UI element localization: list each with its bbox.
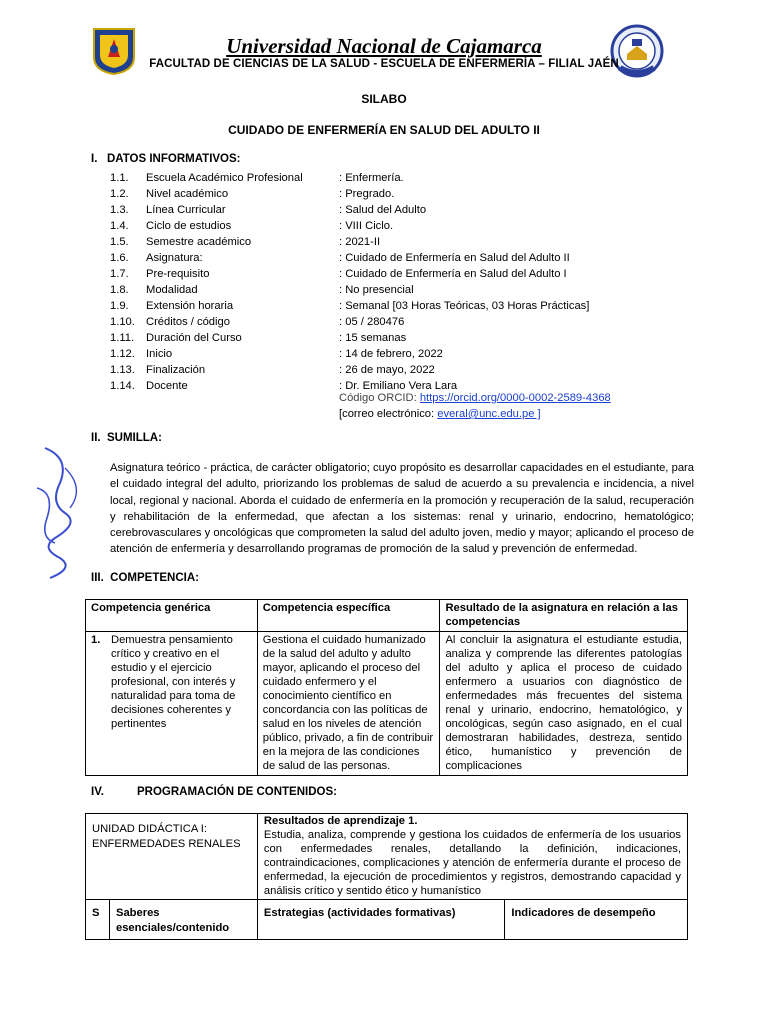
datos-label: Asignatura:	[146, 252, 203, 264]
resultado-text: Al concluir la asignatura el estudiante estudia, analiza y comprende las diferentes patologías del adulto y aplica el proceso de cuidado enfermero a usuarios con diagnóstico de enfermedades más frecuentes del sistema renal y urinario, endocrino, hematológico, y oncológicas, según caso asignado, en el cual demostraran habilidades, destreza, sentido ético, humanístico y prevención de complicaciones	[440, 632, 688, 776]
email-prefix: [correo electrónico:	[339, 408, 438, 420]
datos-label: Docente	[146, 380, 188, 392]
datos-number: 1.12.	[110, 348, 135, 360]
header-competencia-generica: Competencia genérica	[86, 600, 258, 632]
datos-number: 1.7.	[110, 268, 129, 280]
header-competencia-especifica: Competencia específica	[257, 600, 440, 632]
datos-number: 1.9.	[110, 300, 129, 312]
datos-value: : 05 / 280476	[339, 316, 405, 328]
resultados-cell	[257, 814, 687, 900]
section-datos-heading: I. DATOS INFORMATIVOS:	[91, 153, 241, 165]
orcid-line	[339, 392, 611, 404]
datos-number: 1.3.	[110, 204, 129, 216]
datos-label: Línea Curricular	[146, 204, 226, 216]
datos-label: Créditos / código	[146, 316, 230, 328]
datos-value: : Semanal [03 Horas Teóricas, 03 Horas Prácticas]	[339, 300, 590, 312]
datos-value: : Dr. Emiliano Vera Lara	[339, 380, 458, 392]
header-resultado: Resultado de la asignatura en relación a las competencias	[440, 600, 688, 632]
faculty-subtitle: FACULTAD DE CIENCIAS DE LA SALUD - ESCUELA DE ENFERMERÍA – FILIAL JAÉN	[149, 58, 619, 70]
datos-number: 1.1.	[110, 172, 129, 184]
competencia-especifica-text: Gestiona el cuidado humanizado de la salud del adulto y adulto mayor, aplicando el proceso del cuidado enfermero y el conocimiento científico en concordancia con las políticas de salud en los niveles de atención público, privado, a fin de contribuir en la mejora de las condiciones de salud de las personas.	[257, 632, 440, 776]
competencia-number: 1.	[91, 634, 101, 646]
section-competencia-heading: III. COMPETENCIA:	[91, 572, 199, 584]
sumilla-text: Asignatura teórico - práctica, de carácter obligatorio; cuyo propósito es desarrollar capacidades en el estudiante, para el cuidado integral del adulto, priorizando los problemas de salud de acuerdo a su prevalencia e incidencia, a nivel local, regional y nacional. Aborda el cuidado de enfermería en la promoción y recuperación de la salud, recuperación y rehabilitación de la enfermedad, que afectan a los sistemas: renal y urinario, endocrino, hematológico; cerebrovasculares y oncológicas que comprometen la salud del adulto joven, medio y mayor; aplicando el proceso de atención de enfermería y desarrollando programas de promoción de la salud y prevención de enfermedad.	[110, 462, 694, 556]
document-type: SILABO	[361, 92, 407, 106]
datos-label: Semestre académico	[146, 236, 252, 248]
datos-value: : Cuidado de Enfermería en Salud del Adulto I	[339, 268, 567, 280]
datos-value: : 26 de mayo, 2022	[339, 364, 435, 376]
datos-label: Finalización	[146, 364, 206, 376]
datos-label: Modalidad	[146, 284, 198, 296]
datos-value: : Cuidado de Enfermería en Salud del Adulto II	[339, 252, 570, 264]
datos-value: : 2021-II	[339, 236, 381, 248]
datos-label: Duración del Curso	[146, 332, 242, 344]
datos-number: 1.11.	[110, 332, 135, 344]
email-link[interactable]: everal@unc.edu.pe ]	[437, 408, 541, 420]
datos-value: : Pregrado.	[339, 188, 395, 200]
datos-number: 1.13.	[110, 364, 135, 376]
course-title: CUIDADO DE ENFERMERÍA EN SALUD DEL ADULTO II	[228, 123, 540, 137]
orcid-link[interactable]: https://orcid.org/0000-0002-2589-4368	[419, 392, 611, 404]
datos-value: : 15 semanas	[339, 332, 407, 344]
resultados-title: Resultados de aprendizaje 1.	[263, 815, 418, 827]
datos-value: : Enfermería.	[339, 172, 404, 184]
datos-number: 1.14.	[110, 380, 135, 392]
col-indicadores-header: Indicadores de desempeño	[505, 900, 688, 940]
competencia-table	[85, 599, 688, 776]
datos-value: : 14 de febrero, 2022	[339, 348, 443, 360]
col-s-header: S	[86, 900, 110, 940]
datos-label: Extensión horaria	[146, 300, 234, 312]
unidad-cell	[86, 814, 258, 900]
datos-number: 1.5.	[110, 236, 129, 248]
datos-value: : Salud del Adulto	[339, 204, 427, 216]
programacion-table	[85, 813, 688, 940]
competencia-generica-text: Demuestra pensamiento crítico y creativo en el estudio y el ejercicio profesional, con interés y naturalidad para toma de decisiones coherentes y pertinentes	[111, 634, 236, 730]
datos-number: 1.6.	[110, 252, 129, 264]
university-name: Universidad Nacional de Cajamarca	[226, 34, 542, 58]
orcid-label: Código ORCID:	[339, 392, 420, 404]
section-programacion-heading: PROGRAMACIÓN DE CONTENIDOS:	[137, 786, 337, 798]
datos-label: Ciclo de estudios	[146, 220, 232, 232]
handwritten-signature	[25, 438, 95, 588]
resultados-text: Estudia, analiza, comprende y gestiona los cuidados de enfermería de los usuarios con enfermedades renales, detallando la definición, indicaciones, contraindicaciones, complicaciones y atención de enfermería durante el proceso de enfermedad, la ejecución de procedimientos y registros, demostrando capacidad y análisis crítico y sentido ético y humanístico	[263, 829, 681, 897]
datos-value: : VIII Ciclo.	[339, 220, 394, 232]
datos-number: 1.8.	[110, 284, 129, 296]
datos-value: : No presencial	[339, 284, 414, 296]
unidad-label: UNIDAD DIDÁCTICA I:	[92, 823, 207, 835]
competencia-generica-cell	[86, 632, 258, 776]
unidad-name: ENFERMEDADES RENALES	[92, 837, 241, 850]
col-saberes-header: Saberes esenciales/contenido	[109, 900, 257, 940]
email-line	[339, 408, 541, 420]
datos-number: 1.10.	[110, 316, 135, 328]
col-estrategias-header: Estrategias (actividades formativas)	[257, 900, 504, 940]
datos-label: Escuela Académico Profesional	[146, 172, 303, 184]
datos-label: Inicio	[146, 348, 173, 360]
datos-number: 1.2.	[110, 188, 129, 200]
datos-label: Pre-requisito	[146, 268, 210, 280]
section-programacion-number: IV.	[91, 786, 105, 798]
datos-label: Nivel académico	[146, 188, 229, 200]
datos-number: 1.4.	[110, 220, 129, 232]
section-sumilla-heading: II. SUMILLA:	[91, 432, 162, 444]
